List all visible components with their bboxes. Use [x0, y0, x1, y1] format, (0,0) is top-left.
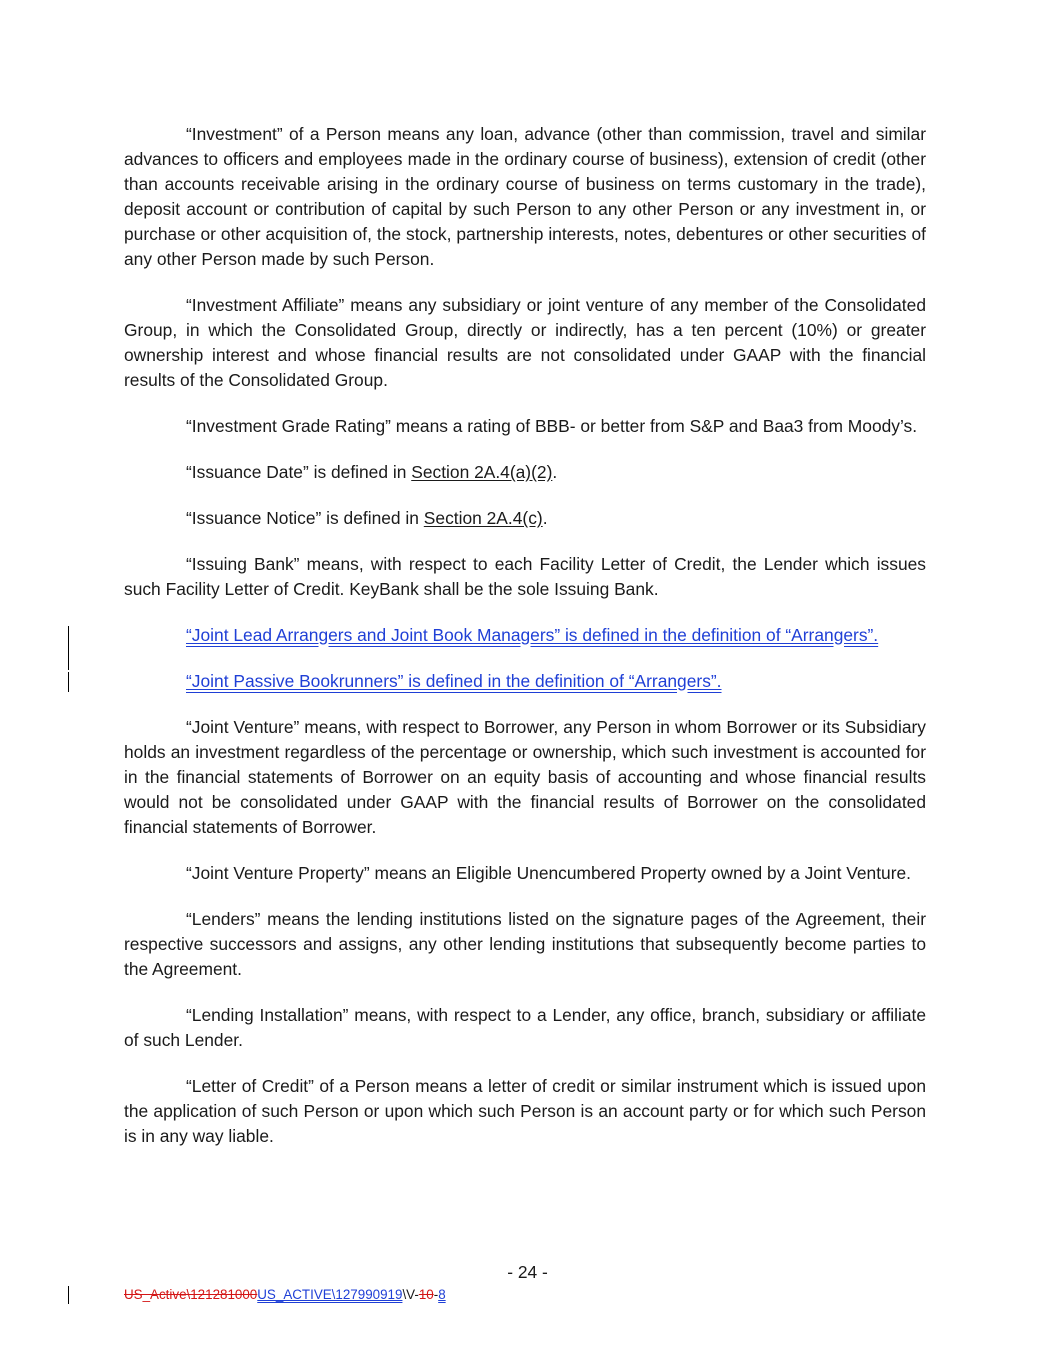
- version-dash: -: [433, 1287, 439, 1302]
- section-reference: Section 2A.4(a)(2): [411, 462, 553, 482]
- change-bar: [68, 672, 69, 692]
- definition-issuance-date: “Issuance Date” is defined in Section 2A.4(a)(2).: [186, 462, 558, 482]
- change-bar: [68, 1286, 69, 1304]
- inserted-doc-id: US_ACTIVE\127990919: [257, 1287, 403, 1302]
- definition-investment-grade-rating: “Investment Grade Rating” means a rating of BBB- or better from S&P and Baa3 from Moody’s.: [186, 416, 918, 436]
- definition-joint-passive-bookrunners: [124, 669, 926, 694]
- inserted-text: “Joint Passive Bookrunners” is defined in the definition of “Arrangers”.: [186, 671, 722, 691]
- definition-issuing-bank: “Issuing Bank” means, with respect to each Facility Letter of Credit, the Lender which issues such Facility Letter of Credit. KeyBank shall be the sole Issuing Bank.: [124, 554, 926, 599]
- definition-lending-installation: “Lending Installation” means, with respect to a Lender, any office, branch, subsidiary or affiliate of such Lender.: [124, 1005, 926, 1050]
- definition-joint-venture-property: “Joint Venture Property” means an Eligible Unencumbered Property owned by a Joint Venture.: [186, 863, 912, 883]
- definition-joint-lead-arrangers: [124, 623, 926, 648]
- definition-investment: “Investment” of a Person means any loan, advance (other than commission, travel and similar advances to officers and employees made in the ordinary course of business), extension of credit (other than accounts receivable arising in the ordinary course of business on terms customary in the trade), deposit account or contribution of capital by such Person to any other Person or any investment in, or purchase or other acquisition of, the stock, partnership interests, notes, debentures or other securities of any other Person made by such Person.: [124, 124, 926, 269]
- definition-investment-affiliate: “Investment Affiliate” means any subsidiary or joint venture of any member of the Consolidated Group, in which the Consolidated Group, directly or indirectly, has a ten percent (10%) or greater ownership interest and whose financial results are not consolidated under GAAP with the financial results of the Consolidated Group.: [124, 295, 926, 390]
- section-reference: Section 2A.4(c): [423, 508, 543, 528]
- page-number: - 24 -: [507, 1262, 548, 1282]
- version-separator: \V-: [402, 1287, 419, 1302]
- definition-letter-of-credit: “Letter of Credit” of a Person means a letter of credit or similar instrument which is issued upon the application of such Person or upon which such Person is an account party or for which such Person is in any way liable.: [124, 1076, 926, 1146]
- deleted-doc-id: US_Active\121281000: [124, 1287, 258, 1302]
- definition-issuance-notice: “Issuance Notice” is defined in Section 2A.4(c).: [186, 508, 548, 528]
- definition-joint-venture: “Joint Venture” means, with respect to Borrower, any Person in whom Borrower or its Subsidiary holds an investment regardless of the percentage or ownership, which such investment is accounted for in the financial statements of Borrower on an equity basis of accounting and whose financial results would not be consolidated under GAAP with the financial results of Borrower on the consolidated financial statements of Borrower.: [124, 717, 926, 837]
- inserted-text: “Joint Lead Arrangers and Joint Book Managers” is defined in the definition of “Arrangers”.: [186, 625, 879, 645]
- deleted-version: 10: [418, 1287, 434, 1302]
- document-id-footer: [124, 1287, 446, 1302]
- change-bar: [68, 626, 69, 670]
- document-body: [124, 122, 926, 1170]
- definition-lenders: “Lenders” means the lending institutions listed on the signature pages of the Agreement, their respective successors and assigns, any other lending institutions that subsequently become parties to the Agreement.: [124, 909, 926, 979]
- inserted-version: 8: [438, 1287, 446, 1302]
